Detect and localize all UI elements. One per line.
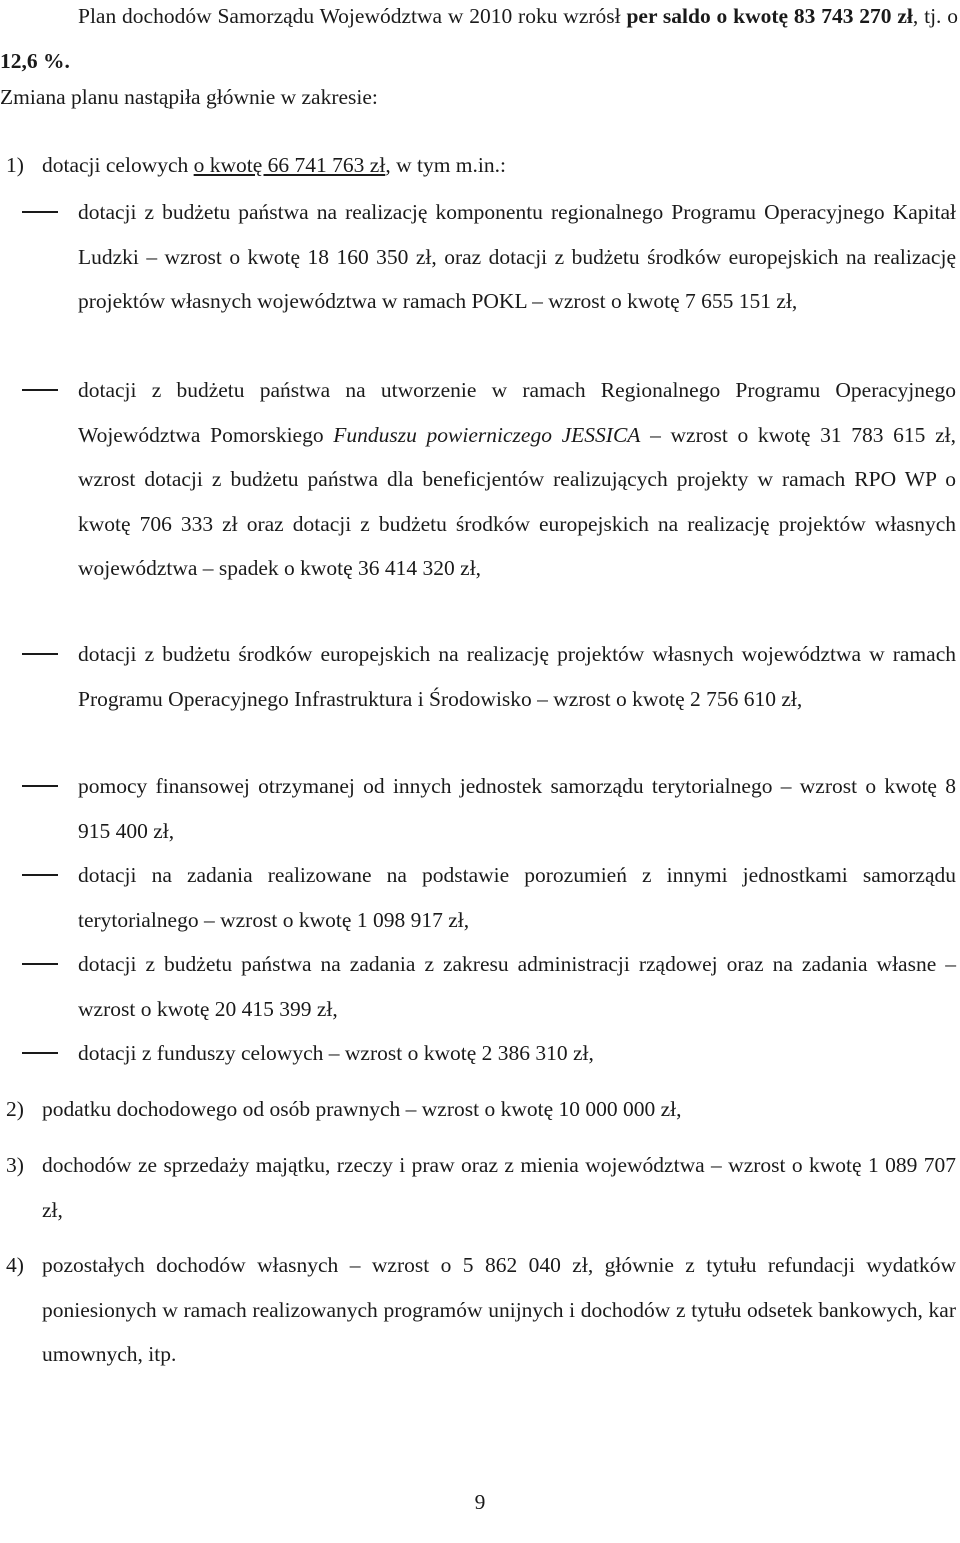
dash-bullet	[22, 874, 58, 876]
dash-item-text: dotacji z budżetu środków europejskich na realizację projektów własnych województwa w ramach Programu Operacyjnego Infrastruktura i Środowisko – wzrost o kwotę 2 756 610 zł,	[78, 642, 956, 711]
list-item-1	[0, 143, 958, 188]
intro-amount: per saldo o kwotę 83 743 270 zł	[626, 4, 913, 28]
dash-bullet	[22, 785, 58, 787]
dash-item-6	[0, 942, 958, 1031]
dash-item-text: dotacji z funduszy celowych – wzrost o kwotę 2 386 310 zł,	[78, 1041, 594, 1065]
dash-item-text: pomocy finansowej otrzymanej od innych jednostek samorządu terytorialnego – wzrost o kwotę 8 915 400 zł,	[78, 774, 956, 843]
dash-bullet	[22, 653, 58, 655]
dash-bullet	[22, 1052, 58, 1054]
dash-item-7	[0, 1031, 958, 1076]
list-item-text: podatku dochodowego od osób prawnych – wzrost o kwotę 10 000 000 zł,	[42, 1097, 682, 1121]
dash-item-4	[0, 764, 958, 853]
intro-paragraph	[0, 0, 958, 83]
intro-percent: 12,6 %.	[0, 48, 70, 73]
list-item-4	[0, 1243, 958, 1377]
dash-bullet	[22, 389, 58, 391]
dash-item-2	[0, 368, 958, 591]
page-number: 9	[474, 1490, 486, 1514]
dash-item-text: dotacji na zadania realizowane na podstawie porozumień z innymi jednostkami samorządu terytorialnego – wzrost o kwotę 1 098 917 zł,	[78, 863, 956, 932]
dash-item-text	[78, 368, 956, 591]
intro-text-2: , tj. o	[912, 4, 959, 28]
list-item-text: dochodów ze sprzedaży majątku, rzeczy i praw oraz z mienia województwa – wzrost o kwotę 1 089 707 zł,	[42, 1153, 956, 1222]
list-item-3	[0, 1143, 958, 1232]
fund-name: Funduszu powierniczego JESSICA	[333, 422, 641, 447]
dash-item-text: dotacji z budżetu państwa na zadania z zakresu administracji rządowej oraz na zadania własne – wzrost o kwotę 20 415 399 zł,	[78, 952, 956, 1021]
list-item-text: pozostałych dochodów własnych – wzrost o 5 862 040 zł, głównie z tytułu refundacji wydatków poniesionych w ramach realizowanych programów unijnych i dochodów z tytułu odsetek bankowych, kar umownych, itp.	[42, 1253, 956, 1366]
dash-bullet	[22, 963, 58, 965]
list-number: 2)	[6, 1097, 24, 1121]
dash-item-text-b: – wzrost o kwotę 31 783 615 zł, wzrost dotacji z budżetu państwa dla beneficjentów realizujących projekty w ramach RPO WP o kwotę 706 333 zł oraz dotacji z budżetu środków europejskich na realizację projektów własnych województwa – spadek o kwotę 36 414 320 zł,	[78, 422, 956, 580]
scope-heading: Zmiana planu nastąpiła głównie w zakresie:	[0, 85, 378, 109]
list-item-2	[0, 1087, 958, 1132]
intro-text: Plan dochodów Samorządu Województwa w 2010 roku wzrósł	[78, 4, 627, 28]
list-item-lead: dotacji celowych	[42, 153, 194, 177]
dash-item-3	[0, 632, 958, 721]
list-number: 4)	[6, 1253, 24, 1277]
list-item-amount: o kwotę 66 741 763 zł	[193, 153, 386, 177]
list-number: 1)	[6, 153, 24, 177]
list-item-text	[42, 143, 956, 188]
dash-item-text: dotacji z budżetu państwa na realizację komponentu regionalnego Programu Operacyjnego Kapitał Ludzki – wzrost o kwotę 18 160 350 zł, oraz dotacji z budżetu środków europejskich na realizację projektów własnych województwa w ramach POKL – wzrost o kwotę 7 655 151 zł,	[78, 200, 956, 313]
dash-item-5	[0, 853, 958, 942]
list-number: 3)	[6, 1153, 24, 1177]
dash-item-1	[0, 190, 958, 324]
list-item-tail: , w tym m.in.:	[385, 153, 506, 177]
dash-bullet	[22, 211, 58, 213]
dash-item-text-a: dotacji z budżetu państwa na utworzenie w ramach Regionalnego Programu Operacyjnego Województwa Pomorskiego	[78, 378, 956, 447]
